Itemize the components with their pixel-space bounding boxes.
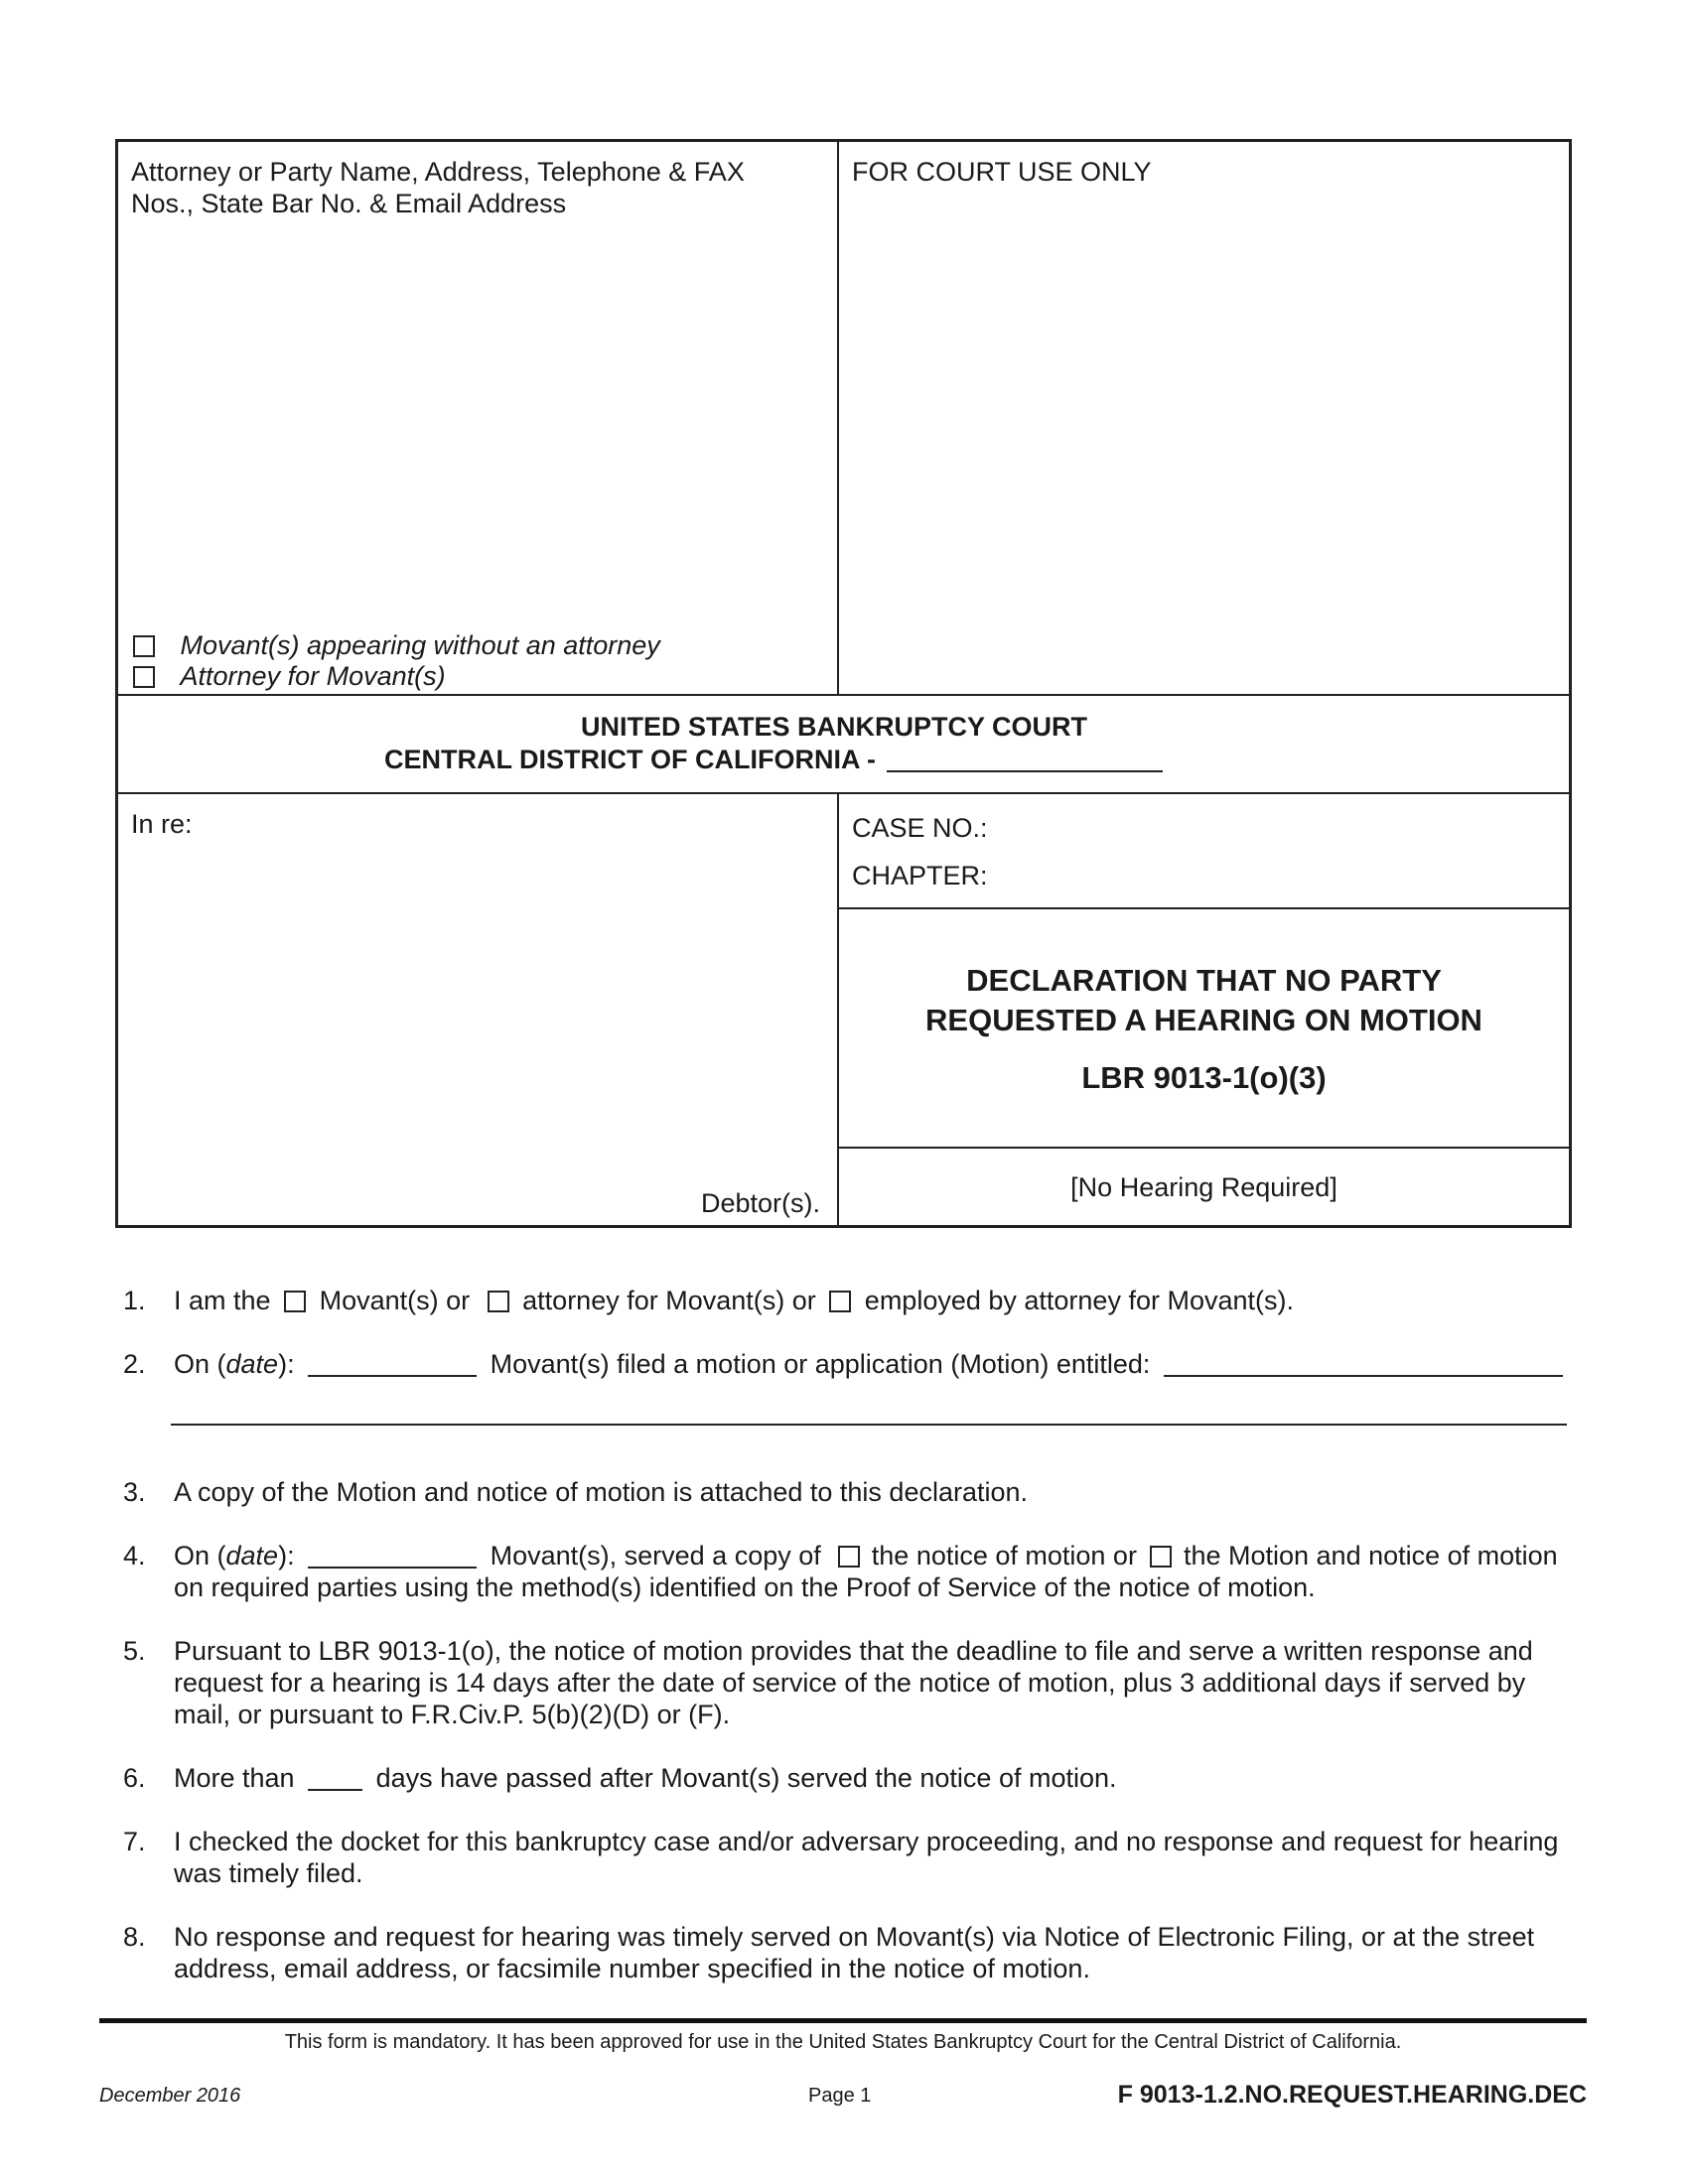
item-1-opt2: attorney for Movant(s) or bbox=[522, 1286, 816, 1315]
court-name-line2 bbox=[384, 744, 1163, 775]
movant-without-attorney-label: Movant(s) appearing without an attorney bbox=[180, 630, 660, 660]
item-2 bbox=[174, 1348, 1563, 1380]
court-name-line1: UNITED STATES BANKRUPTCY COURT bbox=[581, 712, 1088, 742]
item-5-line2: request for a hearing is 14 days after the date of service of the notice of motion, plus 3 additional days if served by bbox=[174, 1668, 1526, 1698]
document-title-line2: REQUESTED A HEARING ON MOTION bbox=[925, 1003, 1482, 1037]
item-4 bbox=[174, 1540, 1558, 1571]
court-district-label: CENTRAL DISTRICT OF CALIFORNIA - bbox=[384, 745, 876, 774]
item-1 bbox=[174, 1285, 1294, 1316]
item-5-number: 5. bbox=[123, 1636, 146, 1666]
item-3-number: 3. bbox=[123, 1477, 146, 1507]
debtor-label: Debtor(s). bbox=[701, 1188, 821, 1218]
attorney-checkbox[interactable] bbox=[488, 1291, 509, 1312]
caption-rule-2 bbox=[116, 792, 1570, 794]
item-7-line2: was timely filed. bbox=[174, 1858, 363, 1888]
item-1-opt3: employed by attorney for Movant(s). bbox=[864, 1286, 1294, 1315]
footer-mandatory-note: This form is mandatory. It has been approved for use in the United States Bankruptcy Court for the Central District of California. bbox=[284, 2031, 1402, 2053]
case-no-label: CASE NO.: bbox=[852, 813, 988, 843]
item-4-number: 4. bbox=[123, 1541, 146, 1570]
item-5-line1: Pursuant to LBR 9013-1(o), the notice of motion provides that the deadline to file and serve a written response and bbox=[174, 1636, 1533, 1666]
item-4-on: On ( bbox=[174, 1541, 226, 1570]
caption-rule-3 bbox=[838, 907, 1570, 909]
item-6-tail: days have passed after Movant(s) served the notice of motion. bbox=[375, 1763, 1117, 1793]
movant-without-attorney-checkbox[interactable] bbox=[133, 635, 155, 657]
item-4-opt2: the Motion and notice of motion bbox=[1183, 1541, 1558, 1570]
footer-page: Page 1 bbox=[808, 2085, 872, 2107]
item-1-lead: I am the bbox=[174, 1286, 271, 1315]
court-division-field[interactable] bbox=[887, 745, 1163, 772]
motion-and-notice-checkbox[interactable] bbox=[1150, 1546, 1172, 1568]
item-4-opt1: the notice of motion or bbox=[871, 1541, 1137, 1570]
item-1-opt1: Movant(s) or bbox=[319, 1286, 471, 1315]
item-8-line1: No response and request for hearing was timely served on Movant(s) via Notice of Electronic Filing, or at the street bbox=[174, 1922, 1535, 1952]
caption-rule-4 bbox=[838, 1147, 1570, 1149]
footer-date: December 2016 bbox=[99, 2085, 241, 2107]
attorney-for-movant-label: Attorney for Movant(s) bbox=[180, 661, 446, 691]
employed-by-attorney-checkbox[interactable] bbox=[829, 1291, 851, 1312]
item-3-text: A copy of the Motion and notice of motion is attached to this declaration. bbox=[174, 1477, 1029, 1507]
caption-divider-top bbox=[837, 140, 839, 696]
item-4-line2: on required parties using the method(s) identified on the Proof of Service of the notice of motion. bbox=[174, 1572, 1316, 1602]
item-8-line2: address, email address, or facsimile number specified in the notice of motion. bbox=[174, 1954, 1090, 1983]
document-rule: LBR 9013-1(o)(3) bbox=[1081, 1060, 1327, 1095]
item-6-lead: More than bbox=[174, 1763, 295, 1793]
item-6 bbox=[174, 1762, 1117, 1794]
item-7-number: 7. bbox=[123, 1827, 146, 1856]
caption-rule-1 bbox=[116, 694, 1570, 696]
movant-checkbox[interactable] bbox=[284, 1291, 306, 1312]
days-field[interactable] bbox=[308, 1763, 362, 1791]
item-4-date-field[interactable] bbox=[308, 1541, 477, 1569]
item-4-text-a: Movant(s), served a copy of bbox=[490, 1541, 821, 1570]
attorney-for-movant-option bbox=[133, 660, 446, 692]
item-2-on-close: ): bbox=[278, 1349, 295, 1379]
item-2-number: 2. bbox=[123, 1349, 146, 1379]
item-8-number: 8. bbox=[123, 1922, 146, 1952]
footer-form-id: F 9013-1.2.NO.REQUEST.HEARING.DEC bbox=[1117, 2081, 1587, 2109]
attorney-block-label-1: Attorney or Party Name, Address, Telephone & FAX bbox=[131, 157, 745, 187]
item-2-on: On ( bbox=[174, 1349, 226, 1379]
chapter-label: CHAPTER: bbox=[852, 861, 988, 890]
attorney-for-movant-checkbox[interactable] bbox=[133, 666, 155, 688]
document-title-line1: DECLARATION THAT NO PARTY bbox=[966, 963, 1442, 998]
item-7-line1: I checked the docket for this bankruptcy case and/or adversary proceeding, and no response and request for hearing bbox=[174, 1827, 1559, 1856]
in-re-label: In re: bbox=[131, 809, 193, 839]
item-5-line3: mail, or pursuant to F.R.Civ.P. 5(b)(2)(D) or (F). bbox=[174, 1700, 731, 1729]
hearing-note: [No Hearing Required] bbox=[1070, 1172, 1337, 1202]
item-2-text: Movant(s) filed a motion or application (Motion) entitled: bbox=[490, 1349, 1151, 1379]
item-4-on-close: ): bbox=[278, 1541, 295, 1570]
footer-rule bbox=[99, 2018, 1587, 2023]
item-4-date-word: date bbox=[225, 1541, 279, 1570]
notice-of-motion-checkbox[interactable] bbox=[838, 1546, 860, 1568]
motion-title-field-line2[interactable] bbox=[171, 1424, 1567, 1426]
item-2-date-field[interactable] bbox=[308, 1349, 477, 1377]
item-2-date-word: date bbox=[225, 1349, 279, 1379]
movant-without-attorney-option bbox=[133, 629, 660, 661]
motion-title-field[interactable] bbox=[1164, 1349, 1563, 1377]
court-use-label: FOR COURT USE ONLY bbox=[852, 157, 1152, 187]
item-6-number: 6. bbox=[123, 1763, 146, 1793]
attorney-block-label-2: Nos., State Bar No. & Email Address bbox=[131, 189, 567, 218]
item-1-number: 1. bbox=[123, 1286, 146, 1315]
